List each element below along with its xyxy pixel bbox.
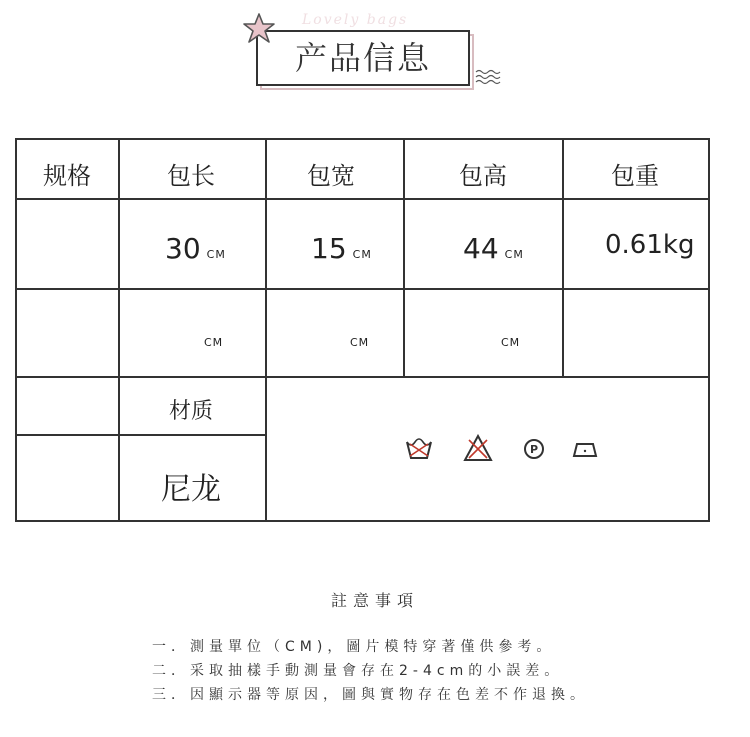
length-unit: CM bbox=[206, 248, 226, 261]
table-col-divider bbox=[403, 138, 405, 376]
weight-value: 0.61kg bbox=[605, 230, 695, 260]
height-value: 44 bbox=[463, 232, 499, 265]
material-label: 材质 bbox=[168, 399, 213, 424]
watermark-text: Lovely bags bbox=[302, 12, 409, 28]
material-value: 尼龙 bbox=[161, 472, 221, 507]
title-badge bbox=[242, 12, 522, 112]
star-icon bbox=[242, 12, 276, 46]
no-bleach-icon bbox=[463, 434, 493, 462]
height-cell bbox=[463, 232, 524, 265]
note-item: 一．測量單位（CM)，圖片模特穿著僅供參考。 bbox=[152, 639, 556, 655]
spec-table bbox=[15, 138, 710, 522]
table-col-divider bbox=[562, 138, 564, 376]
length-value: 30 bbox=[165, 232, 201, 265]
hand-wash-icon bbox=[405, 436, 433, 462]
height-unit: CM bbox=[504, 248, 524, 261]
table-row-divider bbox=[15, 434, 267, 436]
height-unit-empty: CM bbox=[501, 336, 521, 349]
length-cell bbox=[165, 232, 226, 265]
header-weight: 包重 bbox=[611, 162, 659, 190]
waves-icon bbox=[474, 68, 502, 86]
header-spec: 规格 bbox=[43, 162, 91, 190]
notes-title: 註意事項 bbox=[330, 591, 419, 610]
width-unit: CM bbox=[352, 248, 372, 261]
note-item: 三．因顯示器等原因，圖與實物存在色差不作退換。 bbox=[152, 687, 589, 703]
table-border-right bbox=[708, 138, 710, 522]
header-height: 包高 bbox=[459, 162, 507, 190]
width-cell bbox=[311, 232, 372, 265]
table-border-left bbox=[15, 138, 17, 522]
dry-clean-p-icon bbox=[523, 438, 545, 460]
table-col-divider bbox=[118, 138, 120, 522]
iron-icon bbox=[571, 438, 599, 460]
width-value: 15 bbox=[311, 232, 347, 265]
length-unit-empty: CM bbox=[204, 336, 224, 349]
header-length: 包长 bbox=[167, 162, 215, 190]
width-unit-empty: CM bbox=[350, 336, 370, 349]
header-width: 包宽 bbox=[307, 162, 355, 190]
table-col-divider bbox=[265, 138, 267, 522]
page-title: 产品信息 bbox=[294, 39, 431, 77]
note-item: 二．采取抽樣手動測量會存在2-4cm的小誤差。 bbox=[152, 663, 564, 679]
svg-text:P: P bbox=[529, 443, 539, 456]
